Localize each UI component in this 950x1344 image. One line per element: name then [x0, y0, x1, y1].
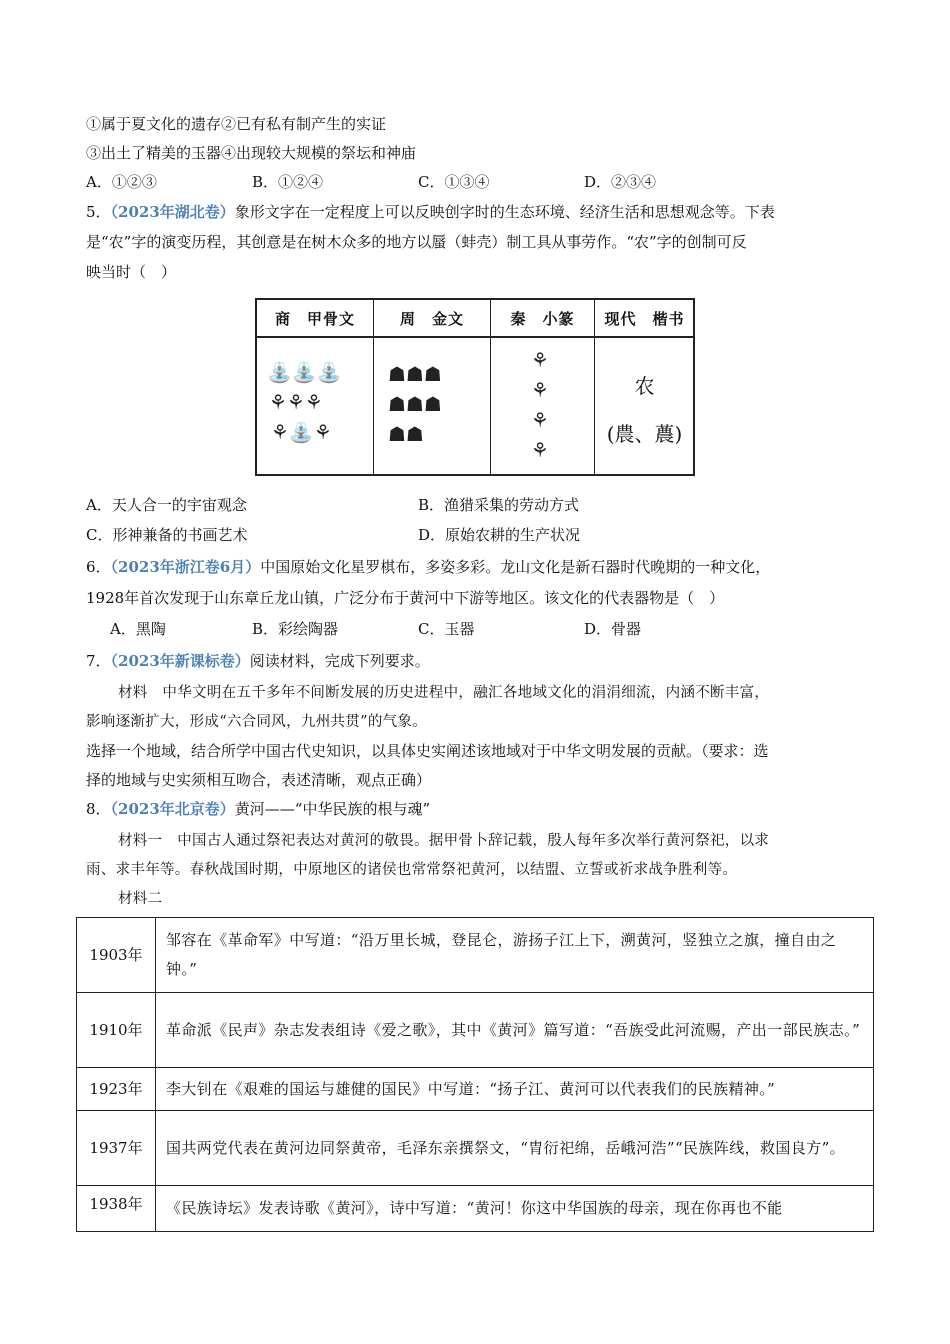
year-cell: 1903年: [77, 918, 156, 993]
seal-glyph: ⚘: [531, 438, 549, 462]
q4-option-b: B．①②④: [252, 173, 324, 191]
modern-char: 农: [634, 374, 655, 398]
quote-cell: 邹容在《革命军》中写道：“沿万里长城，登昆仑，游扬子江上下，溯黄河，竖独立之旗，撞自由之钟。”: [156, 918, 874, 993]
q6-option-c: C．玉器: [418, 620, 475, 638]
bronze-glyph: ☗☗☗: [388, 392, 442, 416]
header-qin: 秦 小篆: [510, 310, 575, 328]
q5-line-2: 是“农”字的演变历程，其创意是在树木众多的地方以蜃（蚌壳）制工具从事劳作。“农”字的创制可反: [86, 233, 747, 251]
seal-glyph: ⚘: [531, 378, 549, 402]
table-row: [77, 1068, 874, 1111]
q8-material-1a: 材料一 中国古人通过祭祀表达对黄河的敬畏。据甲骨卜辞记载，殷人每年多次举行黄河祭祀，以求: [118, 833, 770, 849]
q8-source-tag: （2023年北京卷）: [110, 800, 235, 818]
quote-cell: 国共两党代表在黄河边同祭黄帝，毛泽东亲撰祭文，“胄衍祀绵，岳峨河浩”“民族阵线，救国良方”。: [156, 1111, 874, 1186]
seal-glyph: ⚘: [531, 408, 549, 432]
quote-cell: 革命派《民声》杂志发表组诗《爱之歌》，其中《黄河》篇写道：“吾族受此河流赐，产出一部民族志。”: [156, 993, 874, 1068]
quote-cell: 李大钊在《艰难的国运与雄健的国民》中写道：“扬子江、黄河可以代表我们的民族精神。”: [156, 1068, 874, 1111]
q7-source-tag: （2023年新课标卷）: [110, 652, 250, 670]
header-zhou: 周 金文: [399, 310, 464, 328]
q7-material-2: 影响逐渐扩大，形成“六合同风，九州共贯”的气象。: [86, 714, 428, 730]
header-modern: 现代 楷书: [604, 310, 685, 328]
q5-line-1: [86, 202, 775, 222]
q5-option-a: A．天人合一的宇宙观念: [86, 496, 247, 514]
bronze-glyph: ☗☗: [388, 422, 424, 446]
nong-character-evolution-table: [255, 298, 695, 476]
table-row: [77, 1186, 874, 1232]
q4-option-c: C．①③④: [418, 173, 490, 191]
year-cell: 1910年: [77, 993, 156, 1068]
q8-number: 8．: [86, 800, 111, 818]
q5-source-tag: （2023年湖北卷）: [110, 203, 235, 221]
q7-number: 7．: [86, 652, 111, 670]
q5-line-3: 映当时（ ）: [86, 263, 177, 281]
q7-requirement-2: 择的地域与史实须相互吻合，表述清晰，观点正确）: [86, 771, 432, 789]
q6-option-d: D．骨器: [584, 620, 642, 638]
q7-text-1: 阅读材料，完成下列要求。: [249, 652, 430, 670]
q6-text-1: 中国原始文化星罗棋布，多姿多彩。龙山文化是新石器时代晚期的一种文化，: [260, 558, 771, 576]
table-row: [77, 993, 874, 1068]
q5-option-d: D．原始农耕的生产状况: [418, 526, 581, 544]
q5-option-c: C．形神兼备的书画艺术: [86, 526, 248, 544]
q6-source-tag: （2023年浙江卷6月）: [110, 558, 261, 576]
q8-material-1b: 雨、求丰年等。春秋战国时期，中原地区的诸侯也常常祭祀黄河，以结盟、立誓或祈求战争胜利等。: [86, 862, 738, 878]
q5-option-b: B．渔猎采集的劳动方式: [418, 496, 580, 514]
table-header-rule: [257, 300, 693, 338]
q4-statement-2: ③出土了精美的玉器④出现较大规模的祭坛和神庙: [86, 144, 417, 162]
q7-requirement-1: 选择一个地域，结合所学中国古代史知识，以具体史实阐述该地域对于中华文明发展的贡献。（要求：选: [86, 742, 769, 760]
oracle-glyph: ⚘⚘⚘: [269, 390, 323, 414]
q6-option-b: B．彩绘陶器: [252, 620, 339, 638]
q6-option-a: A．黑陶: [110, 620, 166, 638]
q4-statement-1: ①属于夏文化的遗存②已有私有制产生的实证: [86, 115, 387, 133]
q4-option-d: D．②③④: [584, 173, 657, 191]
modern-variants: (農、蕽): [606, 422, 683, 446]
q7-material-1: 材料 中华文明在五千多年不间断发展的历史进程中，融汇各地域文化的涓涓细流，内涵不断丰富，: [118, 685, 770, 701]
q6-number: 6．: [86, 558, 111, 576]
q8-material-2-label: 材料二: [118, 891, 163, 907]
q8-title: 黄河——“中华民族的根与魂”: [234, 800, 431, 818]
year-cell: 1937年: [77, 1111, 156, 1186]
table-row: [77, 918, 874, 993]
q6-line-2: 1928年首次发现于山东章丘龙山镇，广泛分布于黄河中下游等地区。该文化的代表器物是（ ）: [86, 589, 725, 607]
bronze-glyph: ☗☗☗: [388, 362, 442, 386]
header-shang: 商 甲骨文: [274, 310, 355, 328]
q6-line-1: [86, 557, 770, 577]
q7-line-1: [86, 651, 430, 671]
q4-option-a: A．①②③: [86, 173, 157, 191]
seal-glyph: ⚘: [531, 348, 549, 372]
year-cell: 1923年: [77, 1068, 156, 1111]
oracle-glyph: ⛲⛲⛲: [267, 360, 342, 384]
q5-number: 5．: [86, 203, 111, 221]
quote-cell: 《民族诗坛》发表诗歌《黄河》，诗中写道：“黄河！你这中华国族的母亲，现在你再也不能: [156, 1186, 874, 1232]
q8-line-1: [86, 799, 430, 819]
table-row: [77, 1111, 874, 1186]
yellow-river-quotes-table: [76, 917, 874, 1232]
year-cell: 1938年: [77, 1186, 156, 1232]
q5-text-1: 象形文字在一定程度上可以反映创字时的生态环境、经济生活和思想观念等。下表: [234, 203, 775, 221]
oracle-glyph: ⚘⛲⚘: [271, 420, 332, 444]
